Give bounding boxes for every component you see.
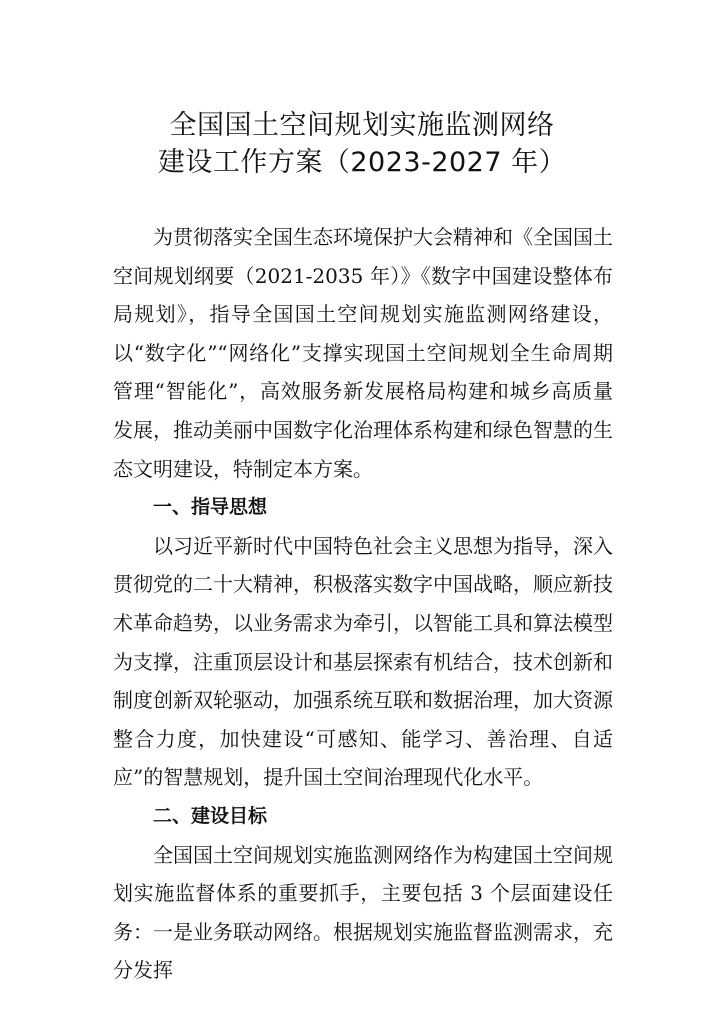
document-title-line-2: 建设工作方案（2023-2027 年） (157, 147, 567, 178)
document-title-line-1: 全国国土空间规划实施监测网络 (169, 110, 555, 141)
intro-paragraph: 为贯彻落实全国生态环境保护大会精神和《全国国土空间规划纲要（2021-2035 年）》《数字中国建设整体布局规划》，指导全国国土空间规划实施监测网络建设，以“数字化”“网络化”支撑实现国土空间规划全生命周期管理“智能化”，高效服务新发展格局构建和城乡高质量发展，推动美丽中国数字化治理体系构建和绿色智慧的生态文明建设，特制定本方案。 (113, 225, 613, 481)
guiding-ideology-paragraph: 以习近平新时代中国特色社会主义思想为指导，深入贯彻党的二十大精神，积极落实数字中国战略，顺应新技术革命趋势，以业务需求为牵引，以智能工具和算法模型为支撑，注重顶层设计和基层探索有机结合，技术创新和制度创新双轮驱动，加强系统互联和数据治理，加大资源整合力度，加快建设“可感知、能学习、善治理、自适应”的智慧规划，提升国土空间治理现代化水平。 (113, 533, 613, 790)
document-body (113, 218, 613, 990)
section-heading-guiding-ideology: 一、指导思想 (153, 496, 268, 519)
section-heading-construction-goals: 二、建设目标 (153, 804, 268, 827)
construction-goals-paragraph: 全国国土空间规划实施监测网络作为构建国土空间规划实施监督体系的重要抓手，主要包括 3 个层面建设任务：一是业务联动网络。根据规划实施监督监测需求，充分发挥 (113, 842, 613, 983)
